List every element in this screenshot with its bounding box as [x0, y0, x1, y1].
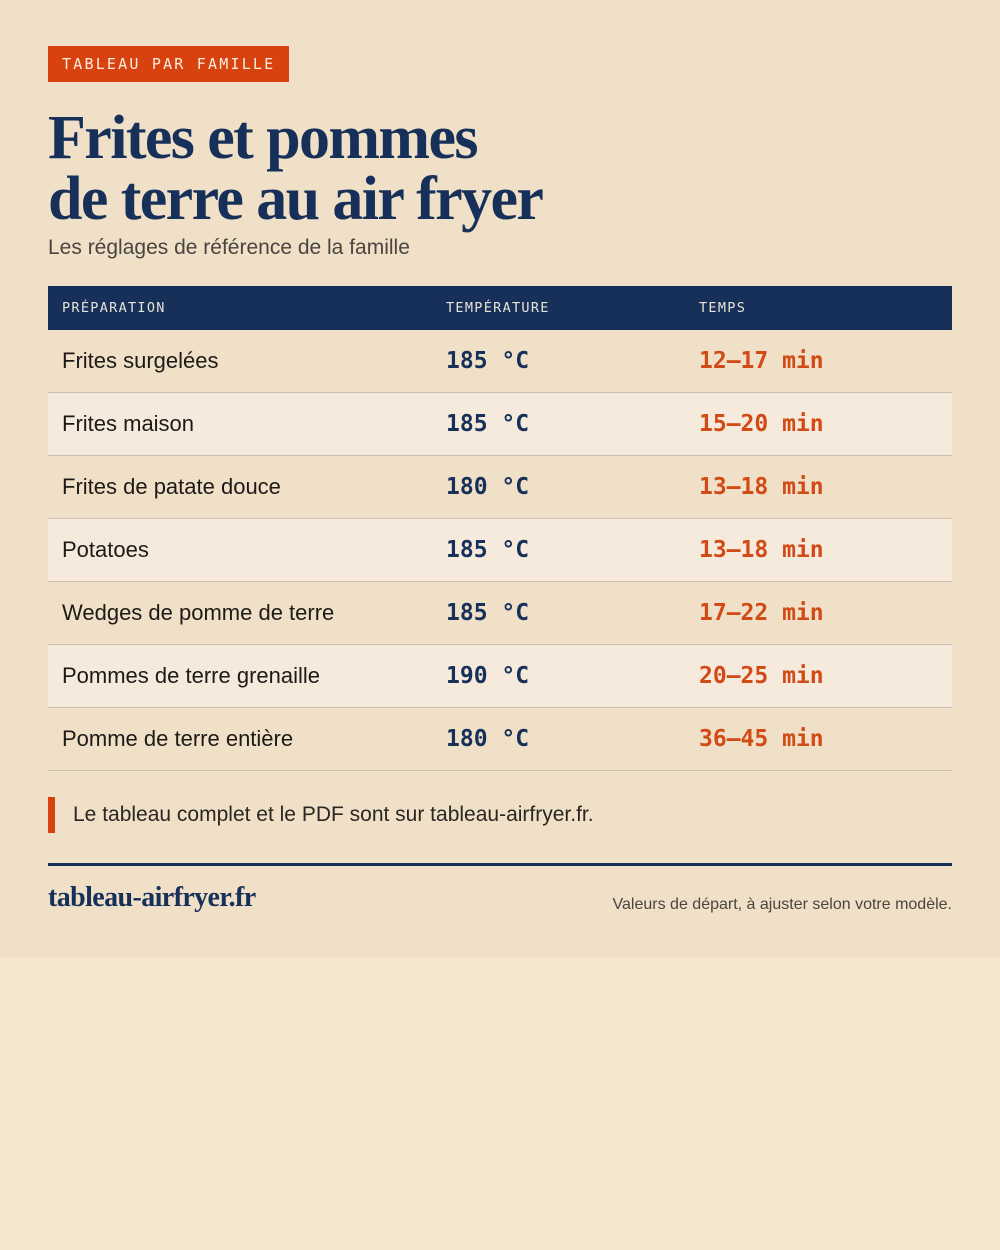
- cell-preparation: Wedges de pomme de terre: [62, 600, 335, 625]
- table-row: [48, 645, 952, 708]
- table-header: [48, 286, 952, 330]
- footer-divider: [48, 863, 952, 866]
- page-title: [48, 104, 952, 233]
- cell-time: 13–18 min: [699, 537, 824, 563]
- cell-time: 36–45 min: [699, 726, 824, 752]
- cell-time: 13–18 min: [699, 474, 824, 500]
- cell-temperature: 185 °C: [446, 348, 530, 374]
- header-temperature: TEMPÉRATURE: [446, 300, 550, 316]
- cell-temperature: 185 °C: [446, 537, 530, 563]
- cell-temperature: 180 °C: [446, 726, 530, 752]
- cell-preparation: Pomme de terre entière: [62, 726, 294, 751]
- table-row: [48, 393, 952, 456]
- brand-wordmark: tableau-airfryer.fr: [48, 882, 256, 913]
- footer: [48, 882, 952, 914]
- table-row: [48, 519, 952, 582]
- cell-preparation: Frites maison: [62, 411, 195, 436]
- table-row: [48, 582, 952, 645]
- cell-preparation: Pommes de terre grenaille: [62, 663, 321, 688]
- page-subtitle: Les réglages de référence de la famille: [48, 236, 410, 259]
- cell-preparation: Frites de patate douce: [62, 474, 281, 499]
- cell-time: 15–20 min: [699, 411, 824, 437]
- cell-temperature: 180 °C: [446, 474, 530, 500]
- title-line-2: de terre au air fryer: [48, 165, 543, 233]
- table-row: [48, 330, 952, 393]
- header-time: TEMPS: [699, 300, 747, 316]
- cell-preparation: Potatoes: [62, 537, 149, 562]
- cell-temperature: 185 °C: [446, 600, 530, 626]
- cell-temperature: 185 °C: [446, 411, 530, 437]
- cell-temperature: 190 °C: [446, 663, 530, 689]
- footer-disclaimer: Valeurs de départ, à ajuster selon votre modèle.: [612, 896, 952, 913]
- cell-preparation: Frites surgelées: [62, 348, 219, 373]
- settings-table: [48, 286, 952, 771]
- cell-time: 12–17 min: [699, 348, 824, 374]
- table-row: [48, 456, 952, 519]
- callout-note: Le tableau complet et le PDF sont sur tableau-airfryer.fr.: [48, 797, 952, 833]
- table-row: [48, 708, 952, 771]
- cell-time: 20–25 min: [699, 663, 824, 689]
- category-tag: TABLEAU PAR FAMILLE: [48, 46, 289, 82]
- cell-time: 17–22 min: [699, 600, 824, 626]
- header-preparation: PRÉPARATION: [62, 300, 166, 316]
- title-line-1: Frites et pommes: [48, 104, 477, 172]
